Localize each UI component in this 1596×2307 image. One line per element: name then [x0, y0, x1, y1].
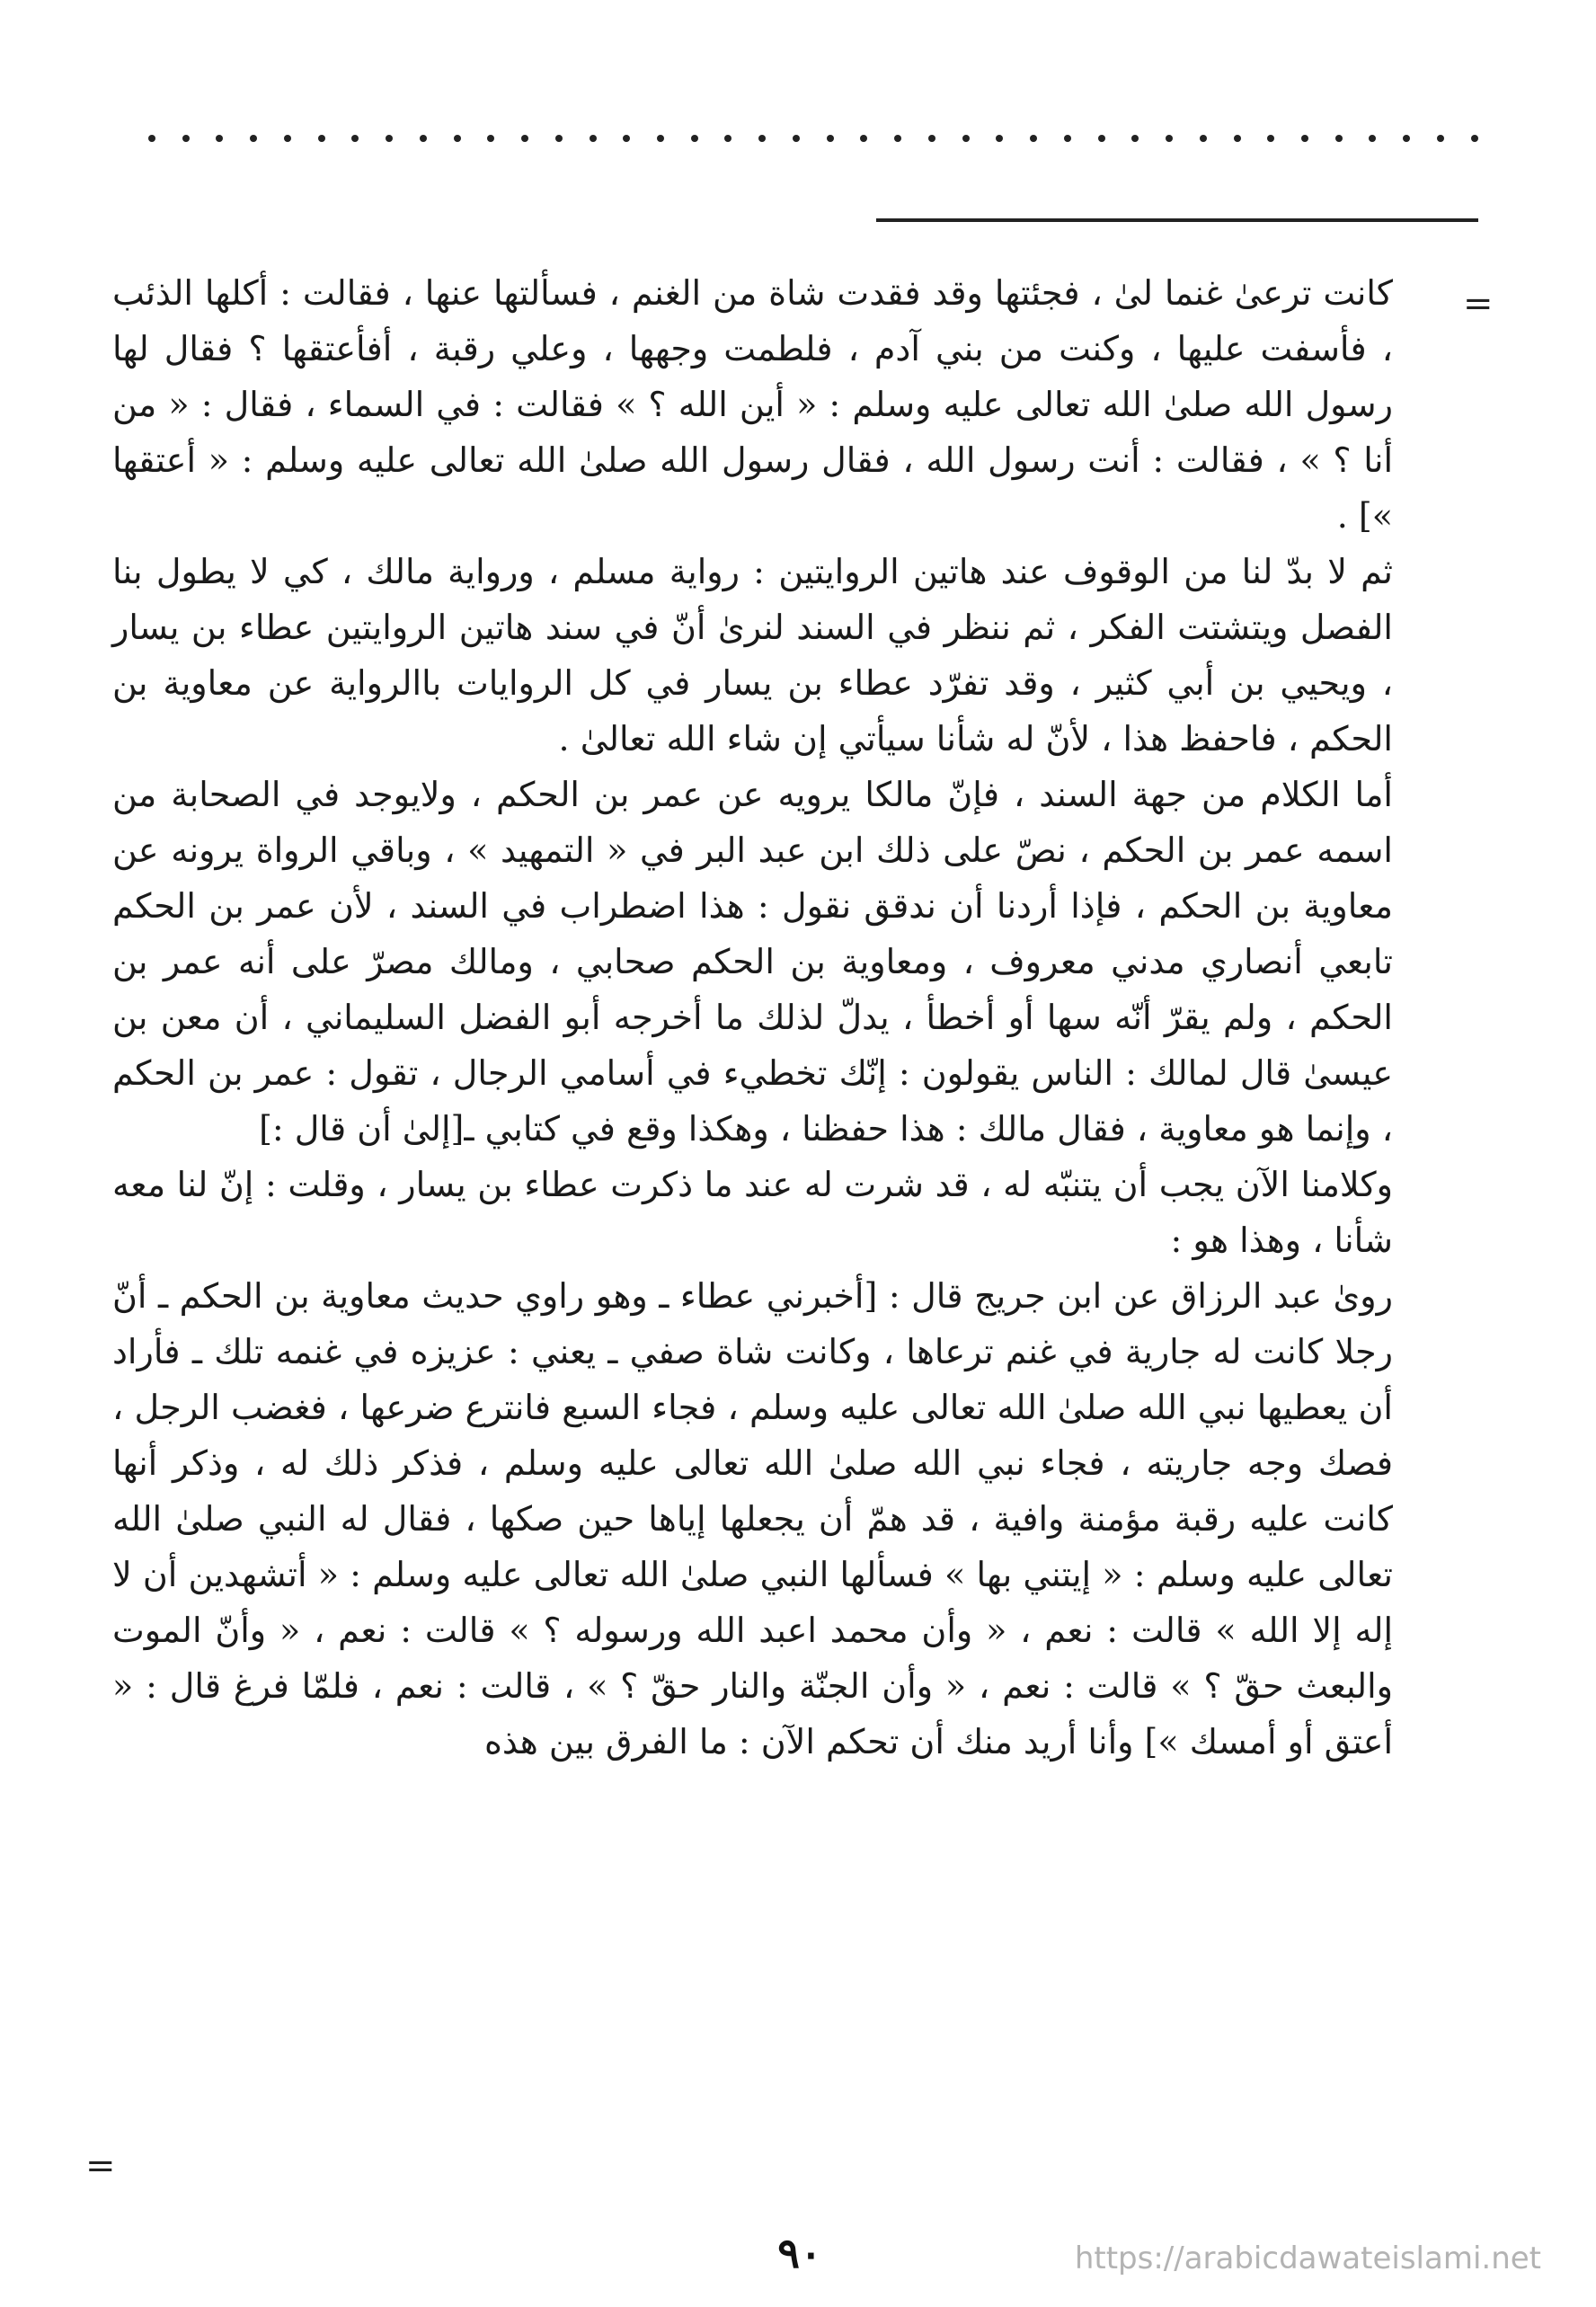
- continuation-marker-top: =: [1463, 283, 1494, 324]
- body-text: [112, 265, 1393, 1770]
- paragraph-1: كانت ترعىٰ غنما لىٰ ، فجئتها وقد فقدت شاة من الغنم ، فسألتها عنها ، فقالت : أكلها الذئب ، فأسفت عليها ، وكنت من بني آدم ، فلطمت وجهها ، وعلي رقبة ، أفأعتقها ؟ فقال لها رسول الله صلىٰ الله تعالى عليه وسلم : « أين الله ؟ » فقالت : في السماء ، فقال : « من أنا ؟ » ، فقالت : أنت رسول الله ، فقال رسول الله صلىٰ الله تعالى عليه وسلم : « أعتقها »] .: [112, 273, 1393, 536]
- paragraph-4: وكلامنا الآن يجب أن يتنبّه له ، قد شرت له عند ما ذكرت عطاء بن يسار ، وقلت : إنّ لنا معه شأنا ، وهذا هو :: [112, 1165, 1393, 1260]
- dotted-separator: [148, 135, 1478, 142]
- watermark-url: https://arabicdawateislami.net: [1074, 2240, 1541, 2276]
- footnote-rule: [876, 218, 1478, 222]
- paragraph-5: روىٰ عبد الرزاق عن ابن جريج قال : [أخبرني عطاء ـ وهو راوي حديث معاوية بن الحكم ـ أنّ رجلا كانت له جارية في غنم ترعاها ، وكانت شاة صفي ـ يعني : عزيزه في غنمه تلك ـ فأراد أن يعطيها نبي الله صلىٰ الله تعالى عليه وسلم ، فجاء السبع فانترع ضرعها ، فغضب الرجل ، فصك وجه جاريته ، فجاء نبي الله صلىٰ الله تعالى عليه وسلم ، فذكر ذلك له ، وذكر أنها كانت عليه رقبة مؤمنة وافية ، قد همّ أن يجعلها إياها حين صكها ، فقال له النبي صلىٰ الله تعالى عليه وسلم : « إيتني بها » فسألها النبي صلىٰ الله تعالى عليه وسلم : « أتشهدين أن لا إله إلا الله » قالت : نعم ، « وأن محمد اعبد الله ورسوله ؟ » قالت : نعم ، « وأنّ الموت والبعث حقّ ؟ » قالت : نعم ، « وأن الجنّة والنار حقّ ؟ » ، قالت : نعم ، فلمّا فرغ قال : « أعتق أو أمسك »] وأنا أريد منك أن تحكم الآن : ما الفرق بين هذه: [112, 1276, 1393, 1761]
- continuation-marker-bottom: =: [85, 2145, 116, 2187]
- paragraph-2: ثم لا بدّ لنا من الوقوف عند هاتين الروايتين : رواية مسلم ، ورواية مالك ، كي لا يطول بنا الفصل ويتشتت الفكر ، ثم ننظر في السند لنرىٰ أنّ في سند هاتين الروايتين عطاء بن يسار ، ويحيي بن أبي كثير ، وقد تفرّد عطاء بن يسار في كل الروايات باالرواية عن معاوية بن الحكم ، فاحفظ هذا ، لأنّ له شأنا سيأتي إن شاء الله تعالىٰ .: [112, 552, 1394, 759]
- paragraph-3: أما الكلام من جهة السند ، فإنّ مالكا يرويه عن عمر بن الحكم ، ولايوجد في الصحابة من اسمه عمر بن الحكم ، نصّ على ذلك ابن عبد البر في « التمهيد » ، وباقي الرواة يرونه عن معاوية بن الحكم ، فإذا أردنا أن ندقق نقول : هذا اضطراب في السند ، لأن عمر بن الحكم تابعي أنصاري مدني معروف ، ومعاوية بن الحكم صحابي ، ومالك مصرّ على أنه عمر بن الحكم ، ولم يقرّ أنّه سها أو أخطأ ، يدلّ لذلك ما أخرجه أبو الفضل السليماني ، أن معن بن عيسىٰ قال لمالك : الناس يقولون : إنّك تخطيء في أسامي الرجال ، تقول : عمر بن الحكم ، وإنما هو معاوية ، فقال مالك : هذا حفظنا ، وهكذا وقع في كتابي ـ[إلىٰ أن قال :]: [112, 775, 1393, 1149]
- page-number: ٩٠: [777, 2229, 822, 2277]
